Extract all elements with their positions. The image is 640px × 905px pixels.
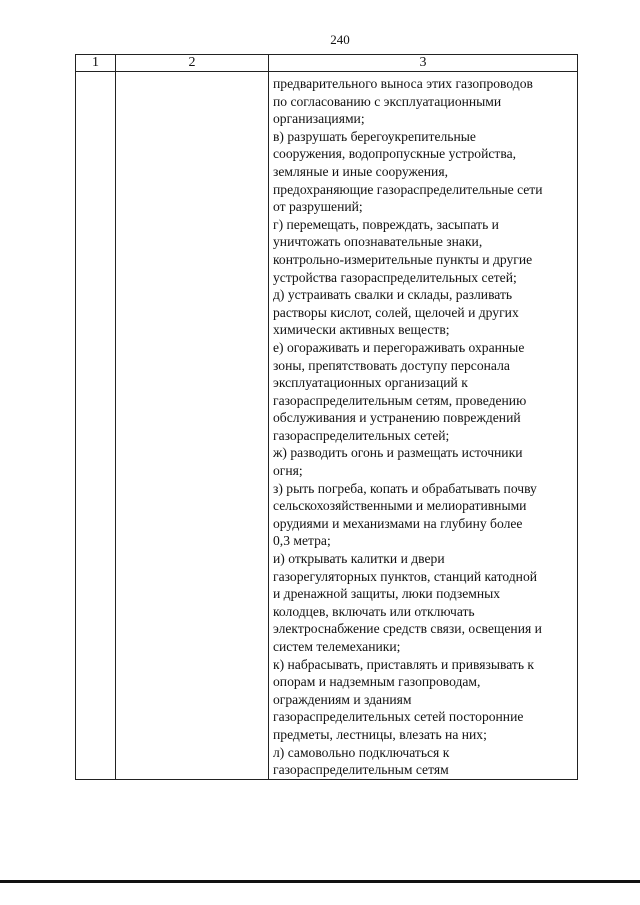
text-line: и) открывать калитки и двери xyxy=(273,551,445,567)
text-line: ограждениям и зданиям xyxy=(273,691,412,707)
text-line: от разрушений; xyxy=(273,199,363,215)
page-number: 240 xyxy=(330,32,350,47)
text-line: предметы, лестницы, влезать на них; xyxy=(273,726,487,742)
text-line: г) перемещать, повреждать, засыпать и xyxy=(273,216,499,232)
text-line: контрольно-измерительные пункты и другие xyxy=(273,251,533,267)
text-line: л) самовольно подключаться к xyxy=(273,744,450,760)
text-line: е) огораживать и перегораживать охранные xyxy=(273,339,525,355)
text-line: ж) разводить огонь и размещать источники xyxy=(273,445,523,461)
cell-column-2 xyxy=(116,72,269,780)
text-line: земляные и иные сооружения, xyxy=(273,163,448,179)
document-table xyxy=(75,54,578,780)
text-line: электроснабжение средств связи, освещения и xyxy=(273,621,542,637)
text-line: и дренажной защиты, люки подземных xyxy=(273,586,501,602)
text-line: систем телемеханики; xyxy=(273,639,401,654)
text-line: сооружения, водопропускные устройства, xyxy=(273,146,517,162)
text-line: к) набрасывать, приставлять и привязывать к xyxy=(273,656,535,672)
text-line: химически активных веществ; xyxy=(273,322,450,338)
text-line: газорегуляторных пунктов, станций катодной xyxy=(273,568,538,584)
text-line: газораспределительных сетей; xyxy=(273,427,450,443)
text-line: огня; xyxy=(273,463,303,479)
column-header-2: 2 xyxy=(116,55,269,72)
text-line: эксплуатационных организаций к xyxy=(273,375,468,391)
text-line: сельскохозяйственными и мелиоративными xyxy=(273,498,527,514)
text-line: по согласованию с эксплуатационными xyxy=(273,93,502,109)
prohibitions-text xyxy=(269,72,577,779)
text-line: растворы кислот, солей, щелочей и других xyxy=(273,304,519,320)
table-header-row xyxy=(76,55,578,72)
text-line: газораспределительным сетям xyxy=(273,762,449,778)
table-row xyxy=(76,72,578,780)
text-line: 0,3 метра; xyxy=(273,533,331,549)
text-line: организациями; xyxy=(273,111,365,127)
column-header-3: 3 xyxy=(269,55,578,72)
text-line: газораспределительных сетей посторонние xyxy=(273,709,524,725)
text-line: зоны, препятствовать доступу персонала xyxy=(273,357,510,373)
bottom-rule xyxy=(0,880,640,883)
text-line: колодцев, включать или отключать xyxy=(273,603,475,619)
cell-column-1 xyxy=(76,72,116,780)
text-line: опорам и надземным газопроводам, xyxy=(273,674,481,690)
text-line: предохраняющие газораспределительные сети xyxy=(273,181,543,197)
column-header-1: 1 xyxy=(76,55,116,72)
text-line: д) устраивать свалки и склады, разливать xyxy=(273,287,513,303)
text-line: предварительного выноса этих газопроводов xyxy=(273,76,533,91)
cell-column-3 xyxy=(269,72,578,780)
text-line: в) разрушать берегоукрепительные xyxy=(273,128,476,144)
text-line: з) рыть погреба, копать и обрабатывать почву xyxy=(273,480,537,496)
text-line: газораспределительным сетям, проведению xyxy=(273,392,527,408)
text-line: обслуживания и устранению повреждений xyxy=(273,410,521,426)
text-line: устройства газораспределительных сетей; xyxy=(273,269,517,285)
text-line: орудиями и механизмами на глубину более xyxy=(273,515,523,531)
text-line: уничтожать опознавательные знаки, xyxy=(273,234,483,250)
